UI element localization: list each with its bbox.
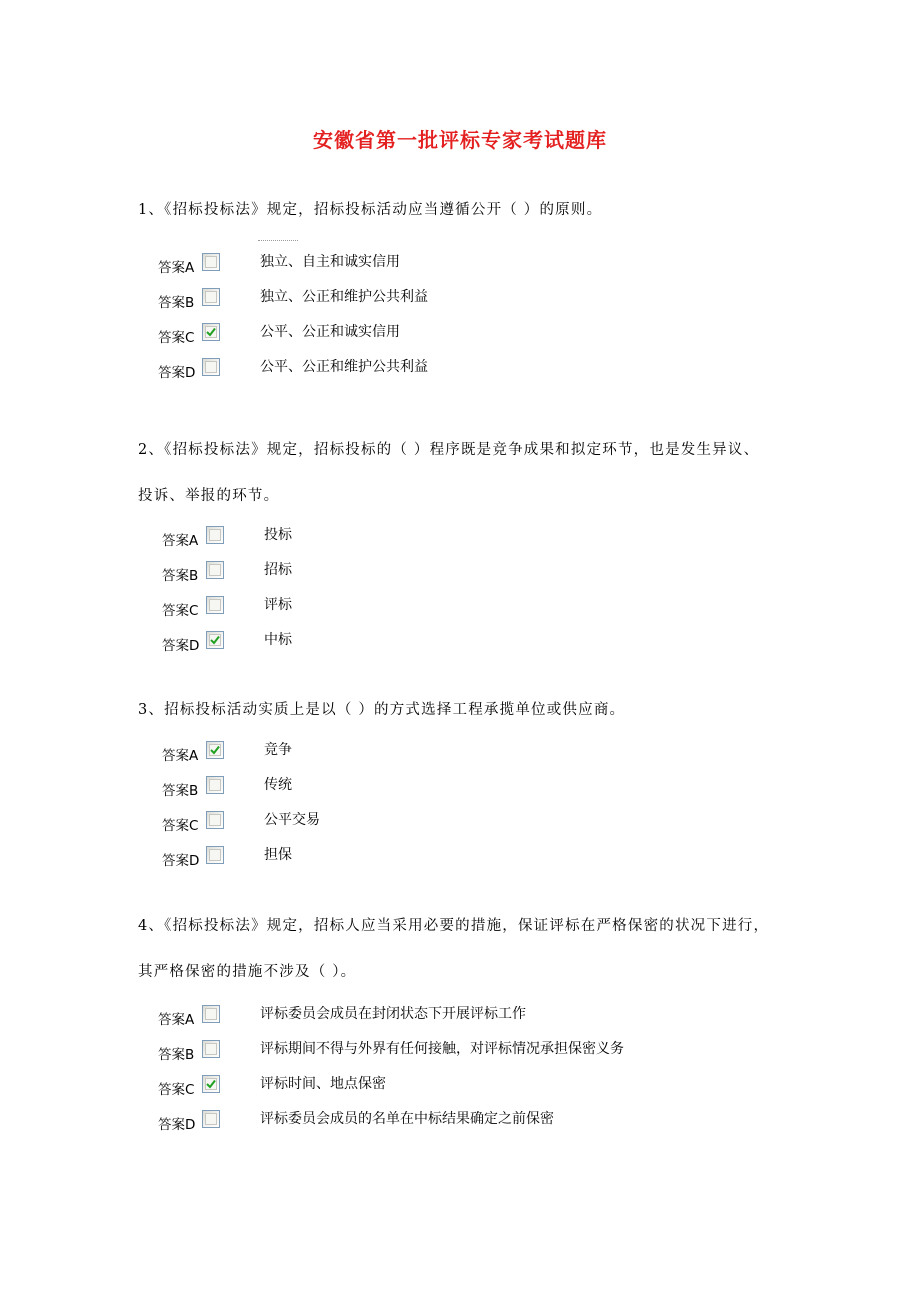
option-label: 答案C [158,330,195,346]
option-label: 答案A [158,1012,195,1028]
option-label: 答案D [162,638,200,654]
option-text: 公平、公正和诚实信用 [260,324,400,340]
option-text: 中标 [264,632,292,648]
answer-checkbox[interactable] [202,358,220,376]
option-text: 独立、自主和诚实信用 [260,254,400,270]
answer-checkbox[interactable] [202,253,220,271]
answer-checkbox[interactable] [202,288,220,306]
question-text: 1、《招标投标法》规定，招标投标活动应当遵循公开（ ）的原则。 [138,202,603,218]
option-b [158,285,220,309]
option-text: 评标期间不得与外界有任何接触，对评标情况承担保密义务 [260,1041,624,1057]
option-c [158,1072,220,1096]
answer-checkbox[interactable] [206,631,224,649]
option-b [158,1037,220,1061]
question-text: 投诉、举报的环节。 [138,488,280,504]
answer-checkbox[interactable] [202,1110,220,1128]
decorative-dots [258,240,298,241]
answer-checkbox[interactable] [206,526,224,544]
option-label: 答案A [158,260,195,276]
option-d [158,355,220,379]
option-text: 评标委员会成员的名单在中标结果确定之前保密 [260,1111,554,1127]
question-text: 其严格保密的措施不涉及（ ）。 [138,964,357,980]
option-text: 评标委员会成员在封闭状态下开展评标工作 [260,1006,526,1022]
answer-checkbox[interactable] [206,596,224,614]
page-title: 安徽省第一批评标专家考试题库 [313,128,607,152]
answer-checkbox[interactable] [206,561,224,579]
option-text: 公平交易 [264,812,320,828]
option-label: 答案B [158,1047,195,1063]
option-text: 招标 [264,562,292,578]
option-text: 传统 [264,777,292,793]
option-d [162,843,224,867]
checkmark-icon [205,326,217,338]
option-label: 答案B [158,295,195,311]
question-text: 3、招标投标活动实质上是以（ ）的方式选择工程承揽单位或供应商。 [138,702,626,718]
option-b [162,773,224,797]
option-text: 投标 [264,527,292,543]
answer-checkbox[interactable] [206,776,224,794]
option-text: 竞争 [264,742,292,758]
option-a [158,1002,220,1026]
option-label: 答案D [158,1117,196,1133]
option-text: 评标时间、地点保密 [260,1076,386,1092]
checkmark-icon [209,634,221,646]
checkmark-icon [205,1078,217,1090]
option-c [158,320,220,344]
answer-checkbox[interactable] [202,1005,220,1023]
option-d [158,1107,220,1131]
option-label: 答案B [162,783,199,799]
option-text: 独立、公正和维护公共利益 [260,289,428,305]
option-label: 答案B [162,568,199,584]
option-text: 评标 [264,597,292,613]
option-label: 答案D [158,365,196,381]
answer-checkbox[interactable] [202,1040,220,1058]
answer-checkbox[interactable] [206,811,224,829]
option-text: 公平、公正和维护公共利益 [260,359,428,375]
option-a [158,250,220,274]
option-c [162,593,224,617]
question-text: 4、《招标投标法》规定，招标人应当采用必要的措施，保证评标在严格保密的状况下进行， [138,918,770,934]
option-d [162,628,224,652]
option-label: 答案D [162,853,200,869]
option-b [162,558,224,582]
option-label: 答案A [162,533,199,549]
option-label: 答案A [162,748,199,764]
option-c [162,808,224,832]
option-a [162,523,224,547]
option-label: 答案C [162,603,199,619]
answer-checkbox[interactable] [206,741,224,759]
option-a [162,738,224,762]
option-text: 担保 [264,847,292,863]
answer-checkbox[interactable] [206,846,224,864]
option-label: 答案C [162,818,199,834]
answer-checkbox[interactable] [202,323,220,341]
answer-checkbox[interactable] [202,1075,220,1093]
question-text: 2、《招标投标法》规定，招标投标的（ ）程序既是竞争成果和拟定环节，也是发生异议、 [138,442,760,458]
checkmark-icon [209,744,221,756]
option-label: 答案C [158,1082,195,1098]
